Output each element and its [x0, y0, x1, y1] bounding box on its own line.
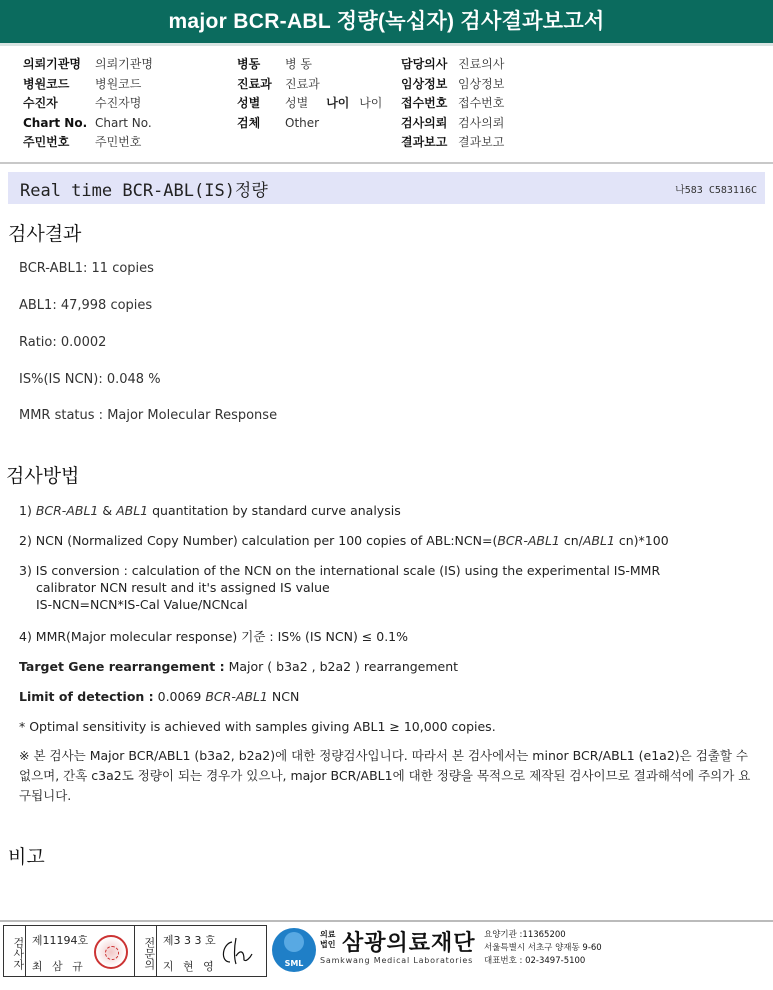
org-address: 서울특별시 서초구 양재동 9-60 [484, 943, 602, 953]
info-value: 병 동 [285, 57, 312, 71]
patient-info-col3 [401, 55, 504, 153]
info-label: 결과보고 [401, 135, 448, 149]
info-label: 담당의사 [401, 57, 448, 71]
gene-name: ABL1 [582, 533, 615, 548]
examiner-name: 최 삼 규 [31, 960, 86, 973]
footer-divider [0, 920, 773, 922]
info-row-hospital-code [23, 75, 153, 95]
info-row-ward [237, 55, 382, 75]
specialist-role: 전문의 [135, 926, 157, 976]
info-row-chart-no [23, 114, 153, 134]
limit-of-detection-line [19, 688, 759, 705]
method-item-3 [19, 562, 759, 613]
info-row-test-request [401, 114, 504, 134]
info-label: 병원코드 [23, 76, 70, 91]
info-value: 결과보고 [458, 135, 505, 149]
test-name: Real time BCR-ABL(IS)정량 [20, 180, 268, 201]
info-value: 접수번호 [458, 96, 505, 110]
target-gene-label: Target Gene rearrangement : [19, 659, 225, 674]
info-value: 나이 [359, 96, 383, 110]
examiner-cell [26, 926, 135, 976]
info-value: 병원코드 [95, 76, 142, 91]
signature-icon [218, 936, 256, 968]
examiner-license-no: 제11194호 [31, 934, 89, 947]
spacer [308, 94, 326, 114]
method-item-2 [19, 532, 759, 549]
method-item-1 [19, 502, 759, 519]
info-label: 나이 [326, 96, 350, 110]
method-text: cn)*100 [614, 533, 669, 548]
patient-info-col1 [23, 55, 153, 153]
info-row-dept [237, 75, 382, 95]
target-gene-line [19, 658, 759, 675]
method-text: 2) NCN (Normalized Copy Number) calculation per 100 copies of ABL:NCN=( [19, 533, 498, 548]
result-abl1: ABL1: 47,998 copies [19, 298, 153, 313]
info-value: 성별 [285, 96, 309, 110]
info-label: 수진자 [23, 96, 58, 110]
method-item-4: 4) MMR(Major molecular response) 기준 : IS% (IS NCN) ≤ 0.1% [19, 629, 408, 644]
info-label: Chart No. [23, 115, 88, 130]
method-text: & [98, 503, 117, 518]
result-mmr-status: MMR status : Major Molecular Response [19, 408, 278, 423]
info-value: 주민번호 [95, 135, 142, 149]
report-title-bar [0, 0, 773, 46]
method-text: calibrator NCN result and it's assigned IS value [36, 580, 330, 595]
method-text: IS-NCN=NCN*IS-Cal Value/NCNcal [36, 597, 248, 612]
info-row-sex-age [237, 94, 382, 114]
results-section-title: 검사결과 [8, 223, 82, 245]
gene-name: BCR-ABL1 [35, 503, 99, 518]
result-is-percent: IS%(IS NCN): 0.048 % [19, 372, 161, 387]
sensitivity-note: * Optimal sensitivity is achieved with samples giving ABL1 ≥ 10,000 copies. [19, 719, 496, 734]
method-text: quantitation by standard curve analysis [148, 503, 401, 518]
info-value: 검사의뢰 [458, 115, 505, 130]
info-row-result-report [401, 133, 504, 153]
specialist-license-no: 제3 3 3 호 [162, 934, 216, 947]
org-code: 요양기관 :11365200 [484, 930, 566, 940]
sml-logo-icon: SML [272, 928, 316, 972]
info-row-doctor [401, 55, 504, 75]
info-value: 진료의사 [458, 57, 505, 71]
info-label: 임상정보 [401, 76, 448, 91]
gene-name: ABL1 [116, 503, 149, 518]
lod-unit: NCN [267, 689, 300, 704]
method-text: 1) [19, 503, 36, 518]
method-section-title: 검사방법 [6, 465, 80, 487]
info-label: 병동 [237, 57, 261, 71]
seal-stamp-icon [94, 935, 128, 969]
gene-name: BCR-ABL1 [205, 689, 268, 704]
info-label: 검사의뢰 [401, 115, 448, 130]
method-text: 3) IS conversion : calculation of the NCN on the international scale (IS) using the experimental IS-MMR [19, 563, 661, 578]
result-ratio: Ratio: 0.0002 [19, 335, 107, 350]
info-value: 수진자명 [95, 96, 142, 110]
examiner-role: 검사자 [4, 926, 26, 976]
report-title: major BCR-ABL 정량(녹십자) 검사결과보고서 [168, 10, 605, 33]
org-type: 의료 법인 [320, 930, 336, 949]
info-row-receipt-no [401, 94, 504, 114]
target-gene-value: Major ( b3a2 , b2a2 ) rearrangement [224, 659, 459, 674]
specialist-cell [157, 926, 266, 976]
info-label: 주민번호 [23, 135, 70, 149]
info-label: 의뢰기관명 [23, 57, 81, 71]
org-info [484, 929, 602, 968]
caution-note: ※ 본 검사는 Major BCR/ABL1 (b3a2, b2a2)에 대한 정량검사입니다. 따라서 본 검사에서는 minor BCR/ABL1 (e1a2)은 검출할 수 없으며, 간혹 c3a2도 정량이 되는 경우가 있으나, major BCR/ABL1에 대한 정량을 목적으로 제작된 검사이므로 결과해석에 주의가 요구됩니다. [19, 748, 751, 803]
info-row-specimen [237, 114, 382, 134]
info-label: 성별 [237, 96, 261, 110]
info-row-requester [23, 55, 153, 75]
header-divider [0, 162, 773, 164]
info-label: 접수번호 [401, 96, 448, 110]
patient-info-col2 [237, 55, 382, 133]
test-code: 나583 C583116C [675, 184, 757, 196]
remarks-section-title: 비고 [8, 846, 45, 868]
info-value: 의뢰기관명 [95, 57, 153, 71]
info-value: Other [285, 115, 320, 130]
test-header [8, 172, 765, 204]
gene-name: BCR-ABL1 [497, 533, 560, 548]
org-name: 삼광의료재단 [342, 931, 476, 956]
signature-box [3, 925, 267, 977]
info-row-clinical-info [401, 75, 504, 95]
lod-label: Limit of detection : [19, 689, 154, 704]
method-text: cn/ [559, 533, 583, 548]
lod-value: 0.0069 [153, 689, 206, 704]
info-label: 진료과 [237, 76, 272, 91]
result-bcr-abl1: BCR-ABL1: 11 copies [19, 261, 154, 276]
info-row-resident-no [23, 133, 153, 153]
org-english-name: Samkwang Medical Laboratories [320, 956, 474, 965]
info-value: Chart No. [95, 115, 152, 130]
info-row-patient [23, 94, 153, 114]
specialist-name: 지 현 영 [162, 960, 217, 973]
info-value: 진료과 [285, 76, 320, 91]
info-value: 임상정보 [458, 76, 505, 91]
info-label: 검체 [237, 115, 261, 130]
org-phone: 대표번호 : 02-3497-5100 [484, 956, 586, 966]
